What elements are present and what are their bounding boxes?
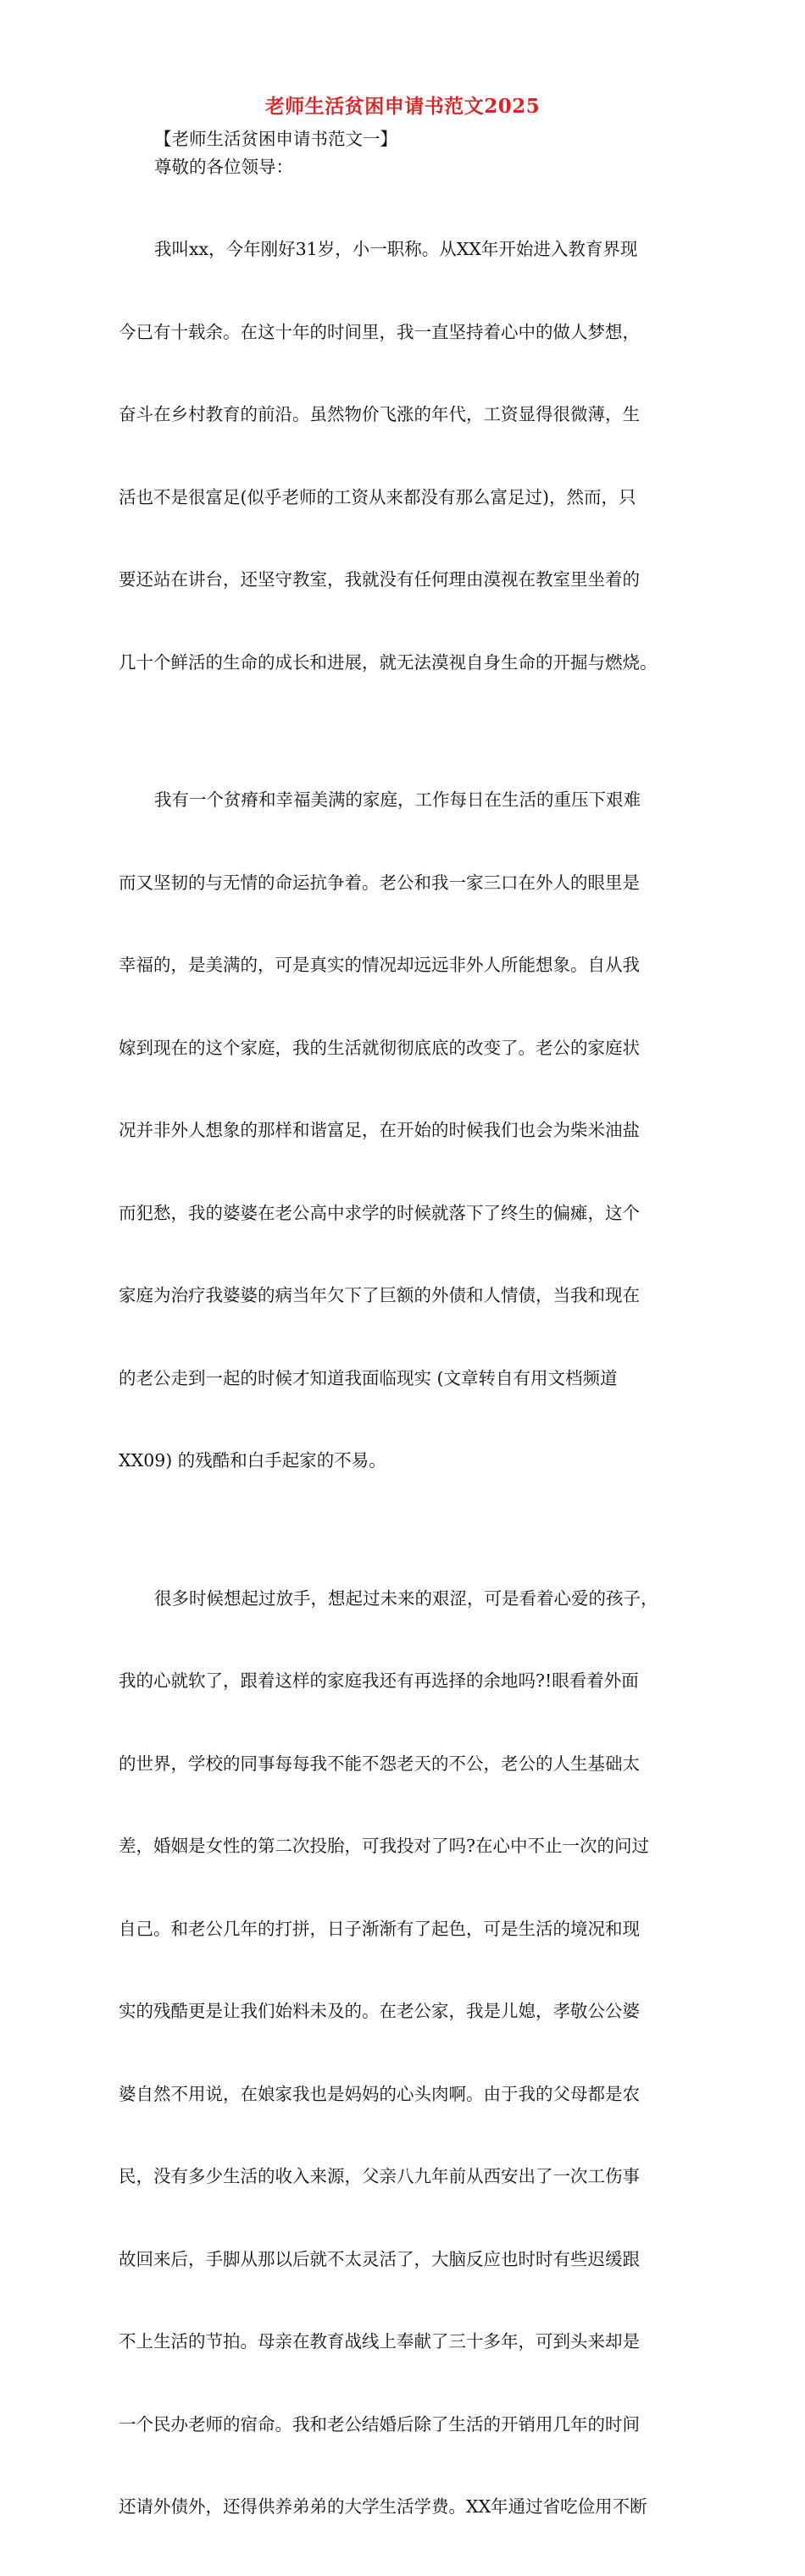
paragraph-line: 家庭为治疗我婆婆的病当年欠下了巨额的外债和人情债，当我和现在 [119, 1285, 640, 1305]
paragraph-2 [119, 731, 686, 1530]
paragraph-line: 而又坚韧的与无情的命运抗争着。老公和我一家三口在外人的眼里是 [119, 872, 640, 893]
paragraph-line: 很多时候想起过放手，想起过未来的艰涩，可是看着心爱的孩子， [154, 1587, 658, 1609]
paragraph-line: 活也不是很富足(似乎老师的工资从来都没有那么富足过)，然而，只 [119, 486, 636, 507]
paragraph-line: 实的残酷更是让我们始料未及的。在老公家，我是儿媳，孝敬公公婆 [119, 2001, 640, 2021]
paragraph-line: 民，没有多少生活的收入来源，父亲八九年前从西安出了一次工伤事 [119, 2166, 640, 2186]
paragraph-line: 故回来后，手脚从那以后就不太灵活了，大脑反应也时时有些迟缓跟 [119, 2248, 640, 2269]
paragraph-line: 我有一个贫瘠和幸福美满的家庭，工作每日在生活的重压下艰难 [154, 789, 641, 810]
paragraph-line: 自己。和老公几年的打拼，日子渐渐有了起色，可是生活的境况和现 [119, 1918, 640, 1939]
paragraph-line: 要还站在讲台，还坚守教室，我就没有任何理由漠视在教室里坐着的 [119, 569, 640, 590]
section-heading: 【老师生活贫困申请书范文一】 [154, 129, 397, 149]
paragraph-line: 的老公走到一起的时候才知道我面临现实 (文章转自有用文档频道 [119, 1367, 618, 1388]
paragraph-line: XX09) 的残酷和白手起家的不易。 [119, 1450, 386, 1471]
paragraph-line: 我的心就软了，跟着这样的家庭我还有再选择的余地吗?!眼看着外面 [119, 1670, 639, 1691]
document-title: 老师生活贫困申请书范文2025 [264, 95, 541, 118]
paragraph-line: 差，婚姻是女性的第二次投胎，可我投对了吗?在心中不止一次的问过 [119, 1836, 649, 1856]
paragraph-line: 我叫xx，今年刚好31岁，小一职称。从XX年开始进入教育界现 [154, 239, 638, 259]
paragraph-line: 几十个鲜活的生命的成长和进展，就无法漠视自身生命的开掘与燃烧。 [119, 651, 658, 673]
paragraph-line: 婆自然不用说，在娘家我也是妈妈的心头肉啊。由于我的父母都是农 [119, 2083, 640, 2104]
paragraph-line: 今已有十载余。在这十年的时间里，我一直坚持着心中的做人梦想， [119, 321, 640, 342]
paragraph-line: 而犯愁，我的婆婆在老公高中求学的时候就落下了终生的偏瘫，这个 [119, 1202, 640, 1223]
paragraph-line: 一个民办老师的宿命。我和老公结婚后除了生活的开销用几年的时间 [119, 2413, 640, 2435]
document-body [119, 125, 686, 2576]
paragraph-line: 的世界，学校的同事每每我不能不怨老天的不公，老公的人生基础太 [119, 1753, 640, 1774]
paragraph-3 [119, 1530, 686, 2576]
salutation: 尊敬的各位领导： [154, 156, 293, 177]
paragraph-line: 不上生活的节拍。母亲在教育战线上奉献了三十多年，可到头来却是 [119, 2331, 640, 2352]
paragraph-line: 奋斗在乡村教育的前沿。虽然物价飞涨的年代，工资显得很微薄，生 [119, 404, 640, 424]
paragraph-line: 况并非外人想象的那样和谐富足，在开始的时候我们也会为柴米油盐 [119, 1120, 640, 1140]
paragraph-line: 嫁到现在的这个家庭，我的生活就彻彻底底的改变了。老公的家庭状 [119, 1037, 640, 1058]
paragraph-line: 幸福的，是美满的，可是真实的情况却远远非外人所能想象。自从我 [119, 955, 640, 975]
paragraph-1 [119, 180, 686, 731]
paragraph-line: 还请外债外，还得供养弟弟的大学生活学费。XX年通过省吃俭用不断 [119, 2496, 647, 2517]
